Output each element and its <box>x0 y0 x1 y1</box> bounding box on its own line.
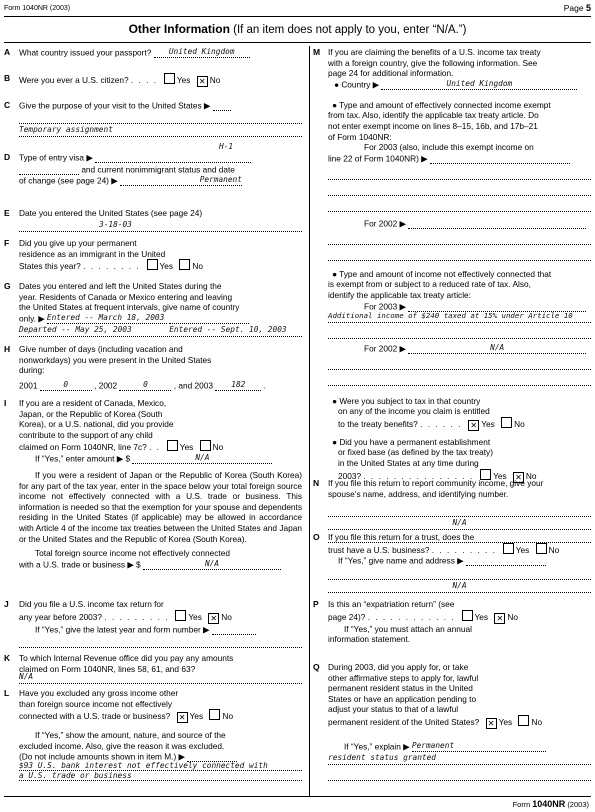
page-number: Page 5 <box>563 3 591 13</box>
i-no-checkbox[interactable] <box>200 440 211 451</box>
community-income-field[interactable]: N/A <box>328 518 591 530</box>
j-yes-checkbox[interactable] <box>175 610 186 621</box>
p-no-checkbox[interactable] <box>494 613 505 624</box>
entered-date-1[interactable]: Entered -- March 18, 2003 <box>47 313 167 324</box>
status-change-field[interactable]: Permanent <box>120 175 242 186</box>
f-no-checkbox[interactable] <box>179 259 190 270</box>
reduced-2002-field[interactable]: N/A <box>408 343 586 354</box>
reduced-2003-answer[interactable]: Additional income of $240 taxed at 15% under Article 10 <box>328 311 591 323</box>
p-yes-checkbox[interactable] <box>462 610 473 621</box>
passport-country-field[interactable]: United Kingdom <box>154 47 250 58</box>
l-no-checkbox[interactable] <box>209 709 220 720</box>
section-title: Other Information (If an item does not apply to you, enter “N/A.”) <box>128 22 467 36</box>
excluded-income-line-2[interactable]: a U.S. trade or business <box>19 771 302 781</box>
page-footer: Form 1040NR (2003) <box>512 799 589 809</box>
f-yes-checkbox[interactable] <box>147 259 158 270</box>
form-id-header: Form 1040NR (2003) <box>4 5 71 12</box>
j-no-checkbox[interactable] <box>208 613 219 624</box>
foreign-income-amount[interactable]: N/A <box>143 559 281 570</box>
column-divider <box>309 46 310 796</box>
visit-purpose-field[interactable]: Temporary assignment <box>19 125 302 137</box>
trust-address-field[interactable]: N/A <box>328 581 591 593</box>
b-yes-checkbox[interactable] <box>164 73 175 84</box>
days-2002[interactable]: 0 <box>119 380 171 391</box>
page-header <box>4 3 591 15</box>
entry-date-field[interactable]: 3-18-03 <box>19 220 302 232</box>
q-no-checkbox[interactable] <box>518 715 529 726</box>
m-subject-no-checkbox[interactable] <box>501 417 512 428</box>
child-support-amount[interactable]: N/A <box>132 453 272 464</box>
entered-date-2[interactable]: Entered -- Sept. 10, 2003 <box>169 324 287 334</box>
o-yes-checkbox[interactable] <box>503 543 514 554</box>
days-2003[interactable]: 182 <box>215 380 261 391</box>
visa-type-field[interactable]: H-1 <box>219 142 234 151</box>
trust-name-field[interactable] <box>466 555 546 566</box>
l-yes-checkbox[interactable] <box>177 712 188 723</box>
prior-return-field[interactable] <box>212 624 256 635</box>
excluded-income-line-1[interactable]: $93 U.S. bank interest not effectively connected with <box>19 761 302 771</box>
m-subject-yes-checkbox[interactable] <box>468 420 479 431</box>
permanent-status-explain[interactable]: Permanent <box>412 741 546 752</box>
footer-rule <box>4 796 591 797</box>
i-yes-checkbox[interactable] <box>167 440 178 451</box>
reduced-2003-field[interactable] <box>408 301 586 312</box>
header-rule <box>4 16 591 17</box>
q-yes-checkbox[interactable] <box>486 718 497 729</box>
irs-office-field[interactable]: N/A <box>19 672 302 684</box>
exempt-2002-field[interactable] <box>408 218 586 229</box>
b-no-checkbox[interactable] <box>197 76 208 87</box>
permanent-status-explain-2[interactable]: resident status granted <box>328 753 591 765</box>
departed-date[interactable]: Departed -- May 25, 2003 <box>19 324 132 334</box>
o-no-checkbox[interactable] <box>536 543 547 554</box>
treaty-country-field[interactable]: United Kingdom <box>381 79 577 90</box>
exempt-2003-field[interactable] <box>430 153 570 164</box>
title-rule <box>4 42 591 43</box>
days-2001[interactable]: 0 <box>40 380 92 391</box>
